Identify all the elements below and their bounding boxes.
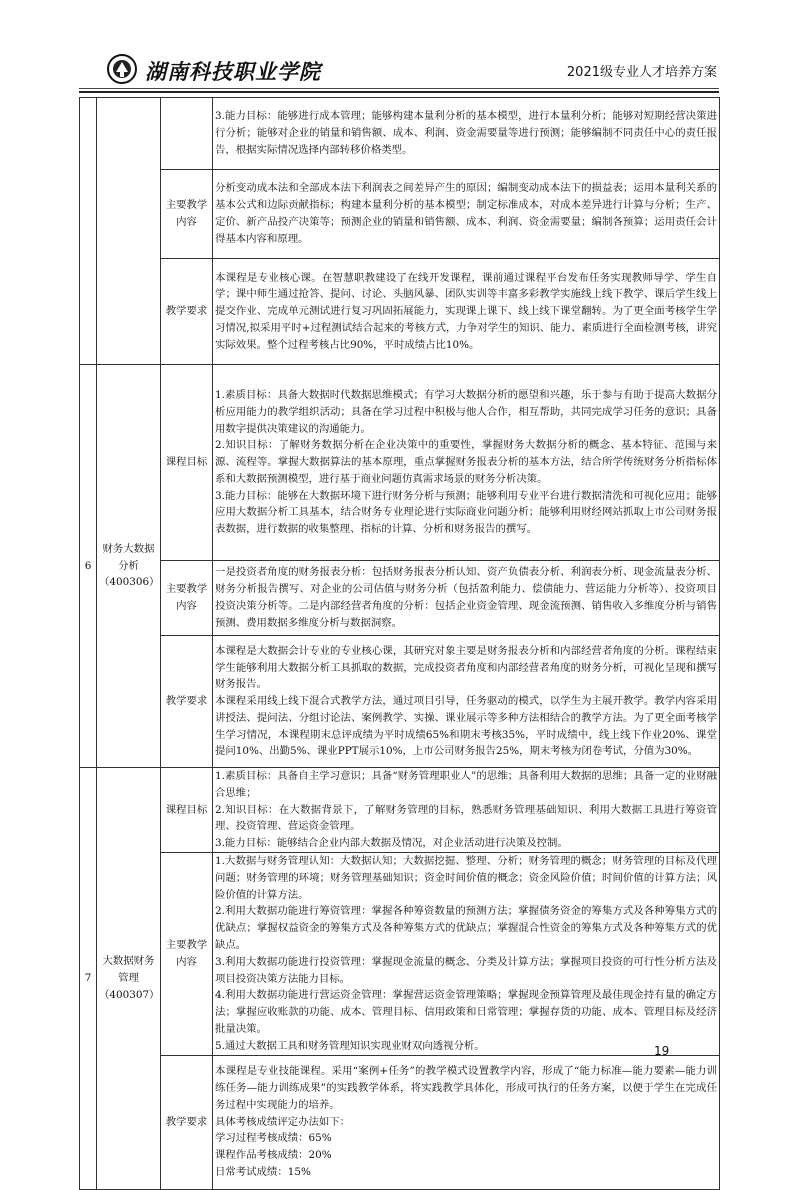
course-num-cell — [80, 98, 97, 365]
requirement-cell — [213, 636, 720, 768]
category-cell: 主要教学内容 — [161, 170, 213, 259]
goal-cell — [213, 768, 720, 853]
goal-item: 3.能力目标：能够结合企业内部大数据及情况，对企业活动进行决策及控制。 — [215, 837, 568, 850]
category-cell: 课程目标 — [161, 768, 213, 853]
table-row — [80, 170, 720, 259]
curriculum-table — [79, 97, 720, 1190]
header-divider-thick — [79, 91, 719, 93]
course-code: （400306） — [99, 576, 160, 589]
course-name-cell — [97, 365, 161, 768]
content-cell: 一是投资者角度的财务报表分析：包括财务报表分析认知、资产负债表分析、利润表分析、现金流量表分析、财务分析报告撰写、对企业的公司估值与财务分析（包括盈利能力、偿债能力、营运能力分析等）、投资项目投资决策分析等。二是内部经营者角度的分析：包括企业资金管理、现金流预测、销售收入多维度分析与销售预测、费用数据多维度分析与数据洞察。 — [213, 561, 720, 636]
table-row — [80, 636, 720, 768]
course-num: 6 — [80, 365, 97, 768]
content-item: 4.利用大数据功能进行营运资金管理：掌握营运资金管理策略；掌握现金预算管理及最佳现金持有量的确定方法；掌握应收账款的功能、成本、管理目标、信用政策和日常管理；掌握存货的功能、成本、管理目标及经济批量决策。 — [215, 989, 717, 1035]
goal-item: 2.知识目标：了解财务数据分析在企业决策中的重要性，掌握财务大数据分析的概念、基本特征、范围与来源、流程等。掌握大数据算法的基本原理，重点掌握财务报表分析的基本方法，结合所学传统财务分析指标体系和大数据预测模型，进行基于商业问题仿真需求场景的财务分析决策。 — [215, 439, 717, 485]
school-name: 湖南科技职业学院 — [145, 59, 321, 84]
goal-cell: 3.能力目标：能够进行成本管理；能够构建本量利分析的基本模型，进行本量利分析；能够对短期经营决策进行分析；能够对企业的销量和销售额、成本、利润、资金需要量等进行预测；能够编制不同责任中心的责任报告，根据实际情况选择内部转移价格类型。 — [213, 98, 720, 170]
table-row — [80, 259, 720, 365]
goal-item: 2.知识目标：在大数据背景下，了解财务管理的目标，熟悉财务管理基础知识、利用大数据工具进行筹资管理、投资管理、营运资金管理。 — [215, 803, 717, 833]
content-item: 1.大数据与财务管理认知：大数据认知；大数据挖掘、整理、分析；财务管理的概念；财务管理的目标及代理问题；财务管理的环境；财务管理基础知识；资金时间价值的概念；资金风险价值；时间价值的计算方法；风险价值的计算方法。 — [215, 854, 717, 901]
requirement-item: 本课程是大数据会计专业的专业核心课，其研究对象主要是财务报表分析和内部经营者角度的分析。课程结束学生能够利用大数据分析工具抓取的数据，完成投资者角度和内部经营者角度的财务分析，可视化呈现和撰写财务报告。 — [215, 644, 717, 691]
table-row — [80, 561, 720, 636]
goal-item: 1.素质目标：具备大数据时代数据思维模式；有学习大数据分析的愿望和兴趣，乐于参与有助于提高大数据分析应用能力的教学组织活动；具备在学习过程中积极与他人合作，相互帮助，共同完成学习任务的意识；具备用数字提供决策建议的沟通能力。 — [215, 388, 717, 435]
requirement-item: 日常考试成绩：15% — [215, 1166, 311, 1179]
content-item: 5.通过大数据工具和财务管理知识实现业财双向透视分析。 — [215, 1039, 485, 1052]
requirement-item: 学习过程考核成绩：65% — [215, 1132, 332, 1145]
table-row — [80, 1055, 720, 1189]
category-cell: 教学要求 — [161, 636, 213, 768]
requirement-item: 具体考核成绩评定办法如下： — [215, 1115, 351, 1128]
category-cell: 教学要求 — [161, 259, 213, 365]
category-cell: 主要教学内容 — [161, 561, 213, 636]
goal-item: 3.能力目标：能够在大数据环境下进行财务分析与预测；能够利用专业平台进行数据清洗和可视化应用；能够应用大数据分析工具基本，结合财务专业理论进行实际商业问题分析；能够利用财经网站抓取上市公司财务报表数据，进行数据的收集整理、指标的计算、分析和财务报告的撰写。 — [215, 489, 717, 536]
category-cell: 主要教学内容 — [161, 852, 213, 1055]
requirement-cell: 本课程是专业核心课。在智慧职教建设了在线开发课程，课前通过课程平台发布任务实现教师导学、学生自学；课中师生通过抢答、提问、讨论、头脑风暴、团队实训等丰富多彩教学实施线上线下教学、课后学生线上提交作业、完成单元测试进行复习巩固拓展能力，实现课上课下、线上线下课堂翻转。为了更全面考核学生学习情况,拟采用平时+过程测试结合起来的考核方式，力争对学生的知识、能力、素质进行全面检测考核，讲究实际效果。整个过程考核占比90%，平时成绩占比10%。 — [213, 259, 720, 365]
table-row — [80, 98, 720, 170]
course-code: （400307） — [99, 988, 160, 1001]
page-header — [79, 44, 719, 96]
document-title: 2021级专业人才培养方案 — [566, 65, 717, 80]
course-name-cell — [97, 768, 161, 1190]
category-cell — [161, 98, 213, 170]
school-logo-icon — [107, 54, 137, 84]
goal-item: 1.素质目标：具备自主学习意识；具备“财务管理职业人”的思维；具备利用大数据的思维；具备一定的业财融合思维； — [215, 770, 717, 799]
content-item: 3.利用大数据功能进行投资管理：掌握现金流量的概念、分类及计算方法；掌握项目投资的可行性分析方法及项目投资决策方法能力目标。 — [215, 955, 717, 985]
category-cell: 教学要求 — [161, 1055, 213, 1189]
course-name-cell — [97, 98, 161, 365]
course-name: 大数据财务管理 — [102, 955, 155, 984]
course-name: 财务大数据分析 — [102, 542, 155, 572]
page-number: 19 — [654, 1044, 670, 1058]
course-num: 7 — [80, 768, 97, 1190]
content-cell: 分析变动成本法和全部成本法下利润表之间差异产生的原因；编制变动成本法下的损益表；运用本量利关系的基本公式和边际贡献指标；构建本量利分析的基本模型；制定标准成本，对成本差异进行计算与分析；生产、定价、新产品投产决策等；预测企业的销量和销售额、成本、利润、资金需要量；编制各预算；运用责任会计得基本内容和原理。 — [213, 170, 720, 259]
requirement-cell — [213, 1055, 720, 1189]
header-divider — [79, 88, 719, 89]
requirement-item: 本课程采用线上线下混合式教学方法，通过项目引导，任务驱动的模式，以学生为主展开教学。教学内容采用讲授法、提问法、分组讨论法、案例教学、实操、课业展示等多种方法相结合的教学方法。为了更全面考核学生学习情况，本课程期末总评成绩为平时成绩65%和期末考核35%，平时成绩中，线上线下作业20%、课堂提问10%、出勤5%、课业PPT展示10%，上市公司财务报告25%，期末考核为闭卷考试，分值为30%。 — [215, 695, 717, 758]
goal-cell — [213, 365, 720, 561]
content-item: 2.利用大数据功能进行筹资管理：掌握各种筹资数量的预测方法；掌握债务资金的筹集方式及各种筹集方式的优缺点；掌握权益资金的筹集方式及各种筹集方式的优缺点；掌握混合性资金的筹集方式及各种筹集方式的优缺点。 — [215, 905, 717, 951]
requirement-item: 本课程是专业技能课程。采用“案例+任务”的教学模式设置教学内容，形成了“能力标准—能力要素—能力训练任务—能力训练成果”的实践教学体系，将实践教学具体化，形成可执行的任务方案，以便于学生在完成任务过程中实现能力的培养。 — [215, 1065, 717, 1111]
table-row — [80, 852, 720, 1055]
table-row — [80, 365, 720, 561]
table-row — [80, 768, 720, 853]
content-cell — [213, 852, 720, 1055]
category-cell: 课程目标 — [161, 365, 213, 561]
requirement-item: 课程作品考核成绩：20% — [215, 1149, 332, 1162]
